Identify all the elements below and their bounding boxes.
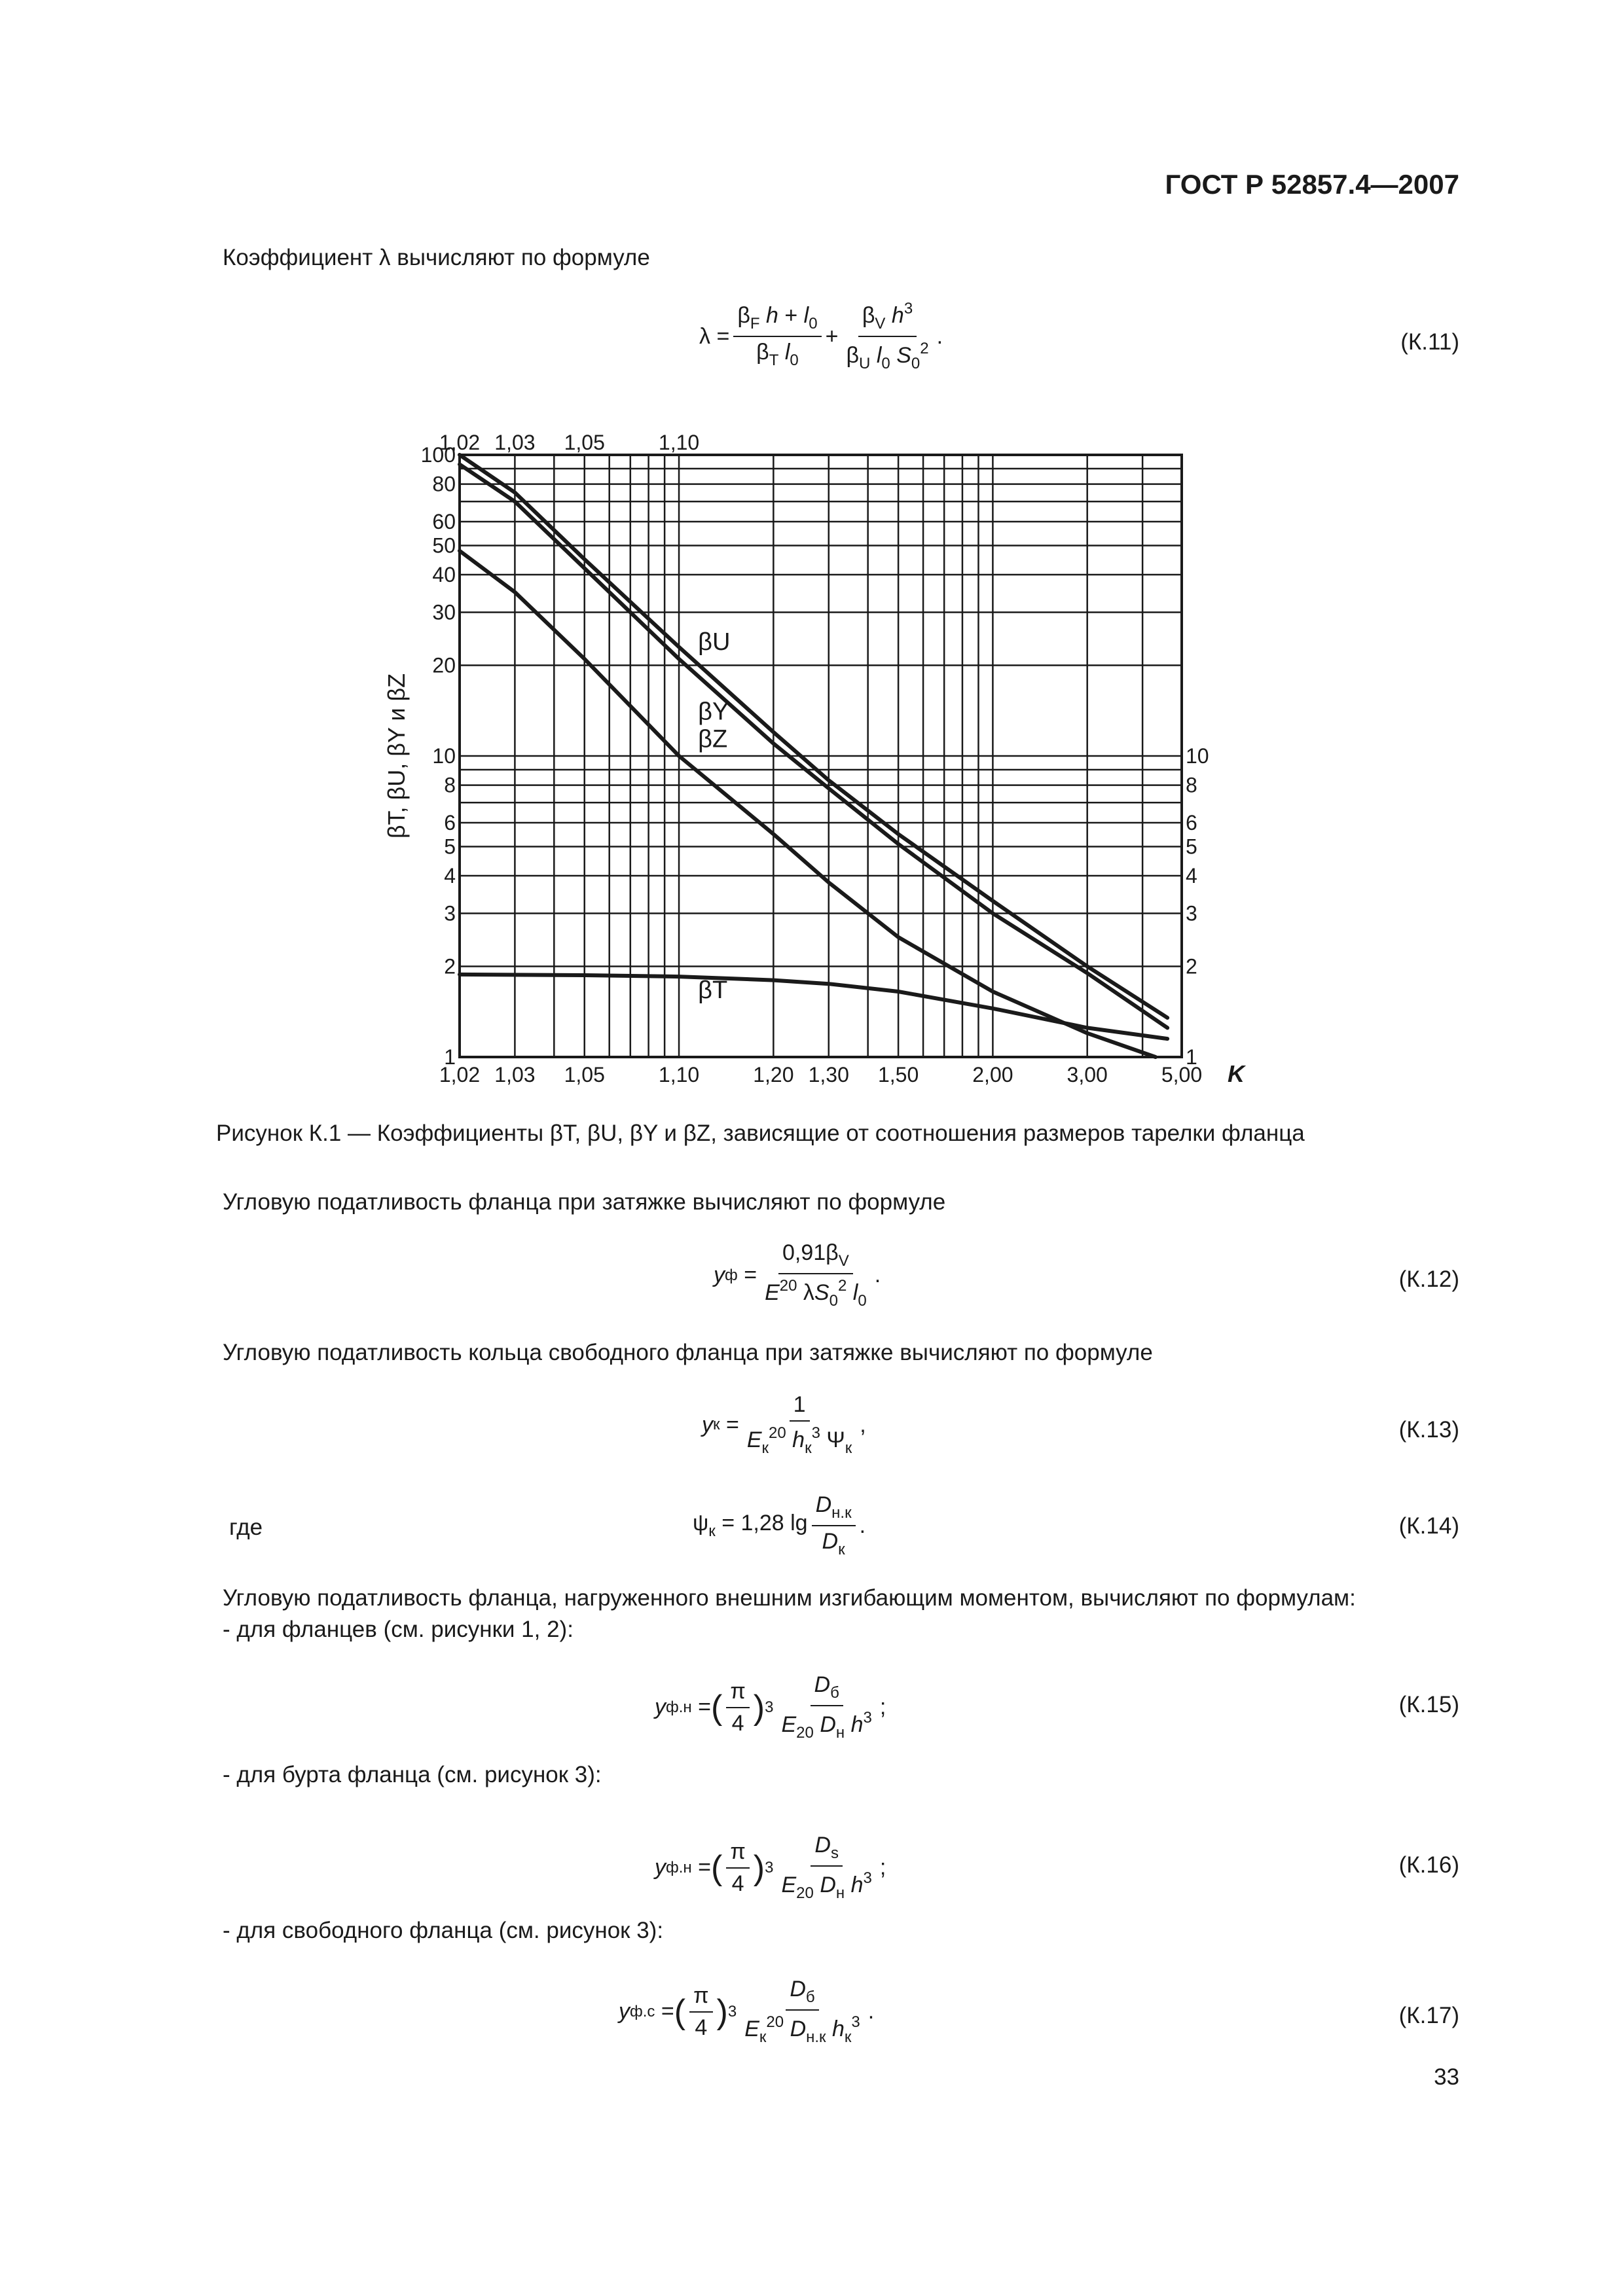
y-tick-label-left: 3 (444, 901, 456, 925)
x-tick-label-bottom: 1,05 (564, 1063, 605, 1086)
formula-k14: $\psi_к = 1,28$ lg $\frac{D_{н.к}}{D_к}$ . (693, 1492, 866, 1558)
equation-number-k17: (К.17) (1398, 2003, 1459, 2028)
formula-k16: y ф.н = ( $\frac{\pi}{4}$ ) 3 $\frac{D_s}{E_{20} D_н h^3}$ ; (655, 1833, 886, 1902)
y-tick-label-right: 3 (1186, 901, 1197, 925)
beta-coefficient-chart (367, 403, 1270, 1096)
y-tick-label-left: 20 (432, 653, 456, 677)
paragraph-flange-compliance: Угловую податливость фланца при затяжке вычисляют по формуле (223, 1189, 946, 1215)
y-tick-label-right: 5 (1186, 834, 1197, 859)
x-tick-label-bottom: 3,00 (1067, 1063, 1108, 1086)
x-tick-label-top: 1,02 (439, 431, 481, 454)
y-tick-label-right: 2 (1186, 954, 1197, 978)
y-tick-label-left: 5 (444, 834, 456, 859)
x-tick-label-bottom: 1,30 (808, 1063, 849, 1086)
x-axis-label: K (1228, 1060, 1245, 1087)
page-number: 33 (1434, 2064, 1459, 2090)
equation-number-k16: (К.16) (1398, 1852, 1459, 1878)
y-tick-label-right: 8 (1186, 773, 1197, 797)
y-tick-label-left: 50 (432, 533, 456, 558)
y-tick-label-right: 10 (1186, 744, 1209, 768)
y-tick-label-left: 1 (444, 1045, 456, 1069)
paragraph-external-moment: Угловую податливость фланца, нагруженного внешним изгибающим моментом, вычисляют по формулам: (223, 1585, 1356, 1611)
curve-label-βT: βT (698, 976, 728, 1004)
equation-number-k12: (К.12) (1398, 1266, 1459, 1292)
series-line-βU (460, 455, 1167, 1018)
y-tick-label-left: 6 (444, 811, 456, 835)
series-line-βY (460, 465, 1167, 1028)
text-where: где (229, 1515, 263, 1540)
equation-number-k15: (К.15) (1398, 1692, 1459, 1717)
y-tick-label-left: 30 (432, 600, 456, 624)
y-tick-label-left: 40 (432, 563, 456, 587)
paragraph-lambda-intro: Коэффициент λ вычисляют по формуле (223, 245, 650, 270)
y-tick-label-right: 4 (1186, 864, 1197, 888)
equation-number-k14: (К.14) (1398, 1513, 1459, 1539)
formula-k17: y ф.с = ( $\frac{\pi}{4}$ ) 3 $\frac{D_б}{E_к^{20} D_{н.к} h_к^3}$ . (619, 1977, 875, 2046)
y-tick-label-right: 6 (1186, 811, 1197, 835)
formula-k13: y к = $\frac{1}{E_к^{20} h_к^3 \Psi_к}$ , (702, 1392, 866, 1457)
paragraph-flanges: - для фланцев (см. рисунки 1, 2): (223, 1617, 574, 1642)
y-tick-label-left: 60 (432, 510, 456, 534)
y-tick-label-left: 4 (444, 864, 456, 888)
x-tick-label-bottom: 1,02 (439, 1063, 481, 1086)
x-tick-label-bottom: 1,20 (753, 1063, 794, 1086)
y-tick-label-left: 2 (444, 954, 456, 978)
figure-caption: Рисунок К.1 — Коэффициенты βT, βU, βY и βZ, зависящие от соотношения размеров тарелки фланца (216, 1121, 1305, 1146)
formula-k15: y ф.н = ( $\frac{\pi}{4}$ ) 3 $\frac{D_б}{E_{20} D_н h^3}$ ; (655, 1672, 886, 1742)
x-tick-label-bottom: 2,00 (972, 1063, 1013, 1086)
equation-number-k13: (К.13) (1398, 1417, 1459, 1443)
x-tick-label-bottom: 5,00 (1161, 1063, 1203, 1086)
x-tick-label-top: 1,05 (564, 431, 605, 454)
y-tick-label-left: 10 (432, 744, 456, 768)
x-tick-label-top: 1,10 (658, 431, 700, 454)
y-tick-label-right: 1 (1186, 1045, 1197, 1069)
paragraph-collar: - для бурта фланца (см. рисунок 3): (223, 1762, 602, 1787)
y-tick-label-left: 100 (420, 443, 456, 467)
paragraph-ring-compliance: Угловую податливость кольца свободного фланца при затяжке вычисляют по формуле (223, 1340, 1153, 1365)
document-header: ГОСТ Р 52857.4—2007 (1165, 169, 1459, 200)
equation-number-k11: (К.11) (1400, 329, 1459, 355)
x-tick-label-bottom: 1,03 (494, 1063, 536, 1086)
y-axis-label: βT, βU, βY и βZ (383, 673, 410, 839)
x-tick-label-bottom: 1,10 (658, 1063, 700, 1086)
curve-label-βY: βY (698, 698, 729, 726)
curve-label-βZ: βZ (698, 725, 728, 753)
y-tick-label-left: 80 (432, 472, 456, 496)
x-tick-label-bottom: 1,50 (877, 1063, 919, 1086)
y-tick-label-left: 8 (444, 773, 456, 797)
paragraph-free-flange: - для свободного фланца (см. рисунок 3): (223, 1918, 664, 1943)
formula-k11: λ = $\frac{\beta_F h + l_0}{\beta_T l_0}$ + $\frac{\beta_V h^3}{\beta_U l_0 S_0^2}$ . (699, 300, 943, 372)
x-tick-label-top: 1,03 (494, 431, 536, 454)
curve-label-βU: βU (698, 628, 731, 656)
formula-k12: y ф = $\frac{0,91\beta_V}{E^{20} \lambda S_0^2 l_0}$ . (714, 1240, 881, 1310)
series-line-βT (460, 975, 1167, 1039)
chart-labels (383, 431, 1247, 1087)
